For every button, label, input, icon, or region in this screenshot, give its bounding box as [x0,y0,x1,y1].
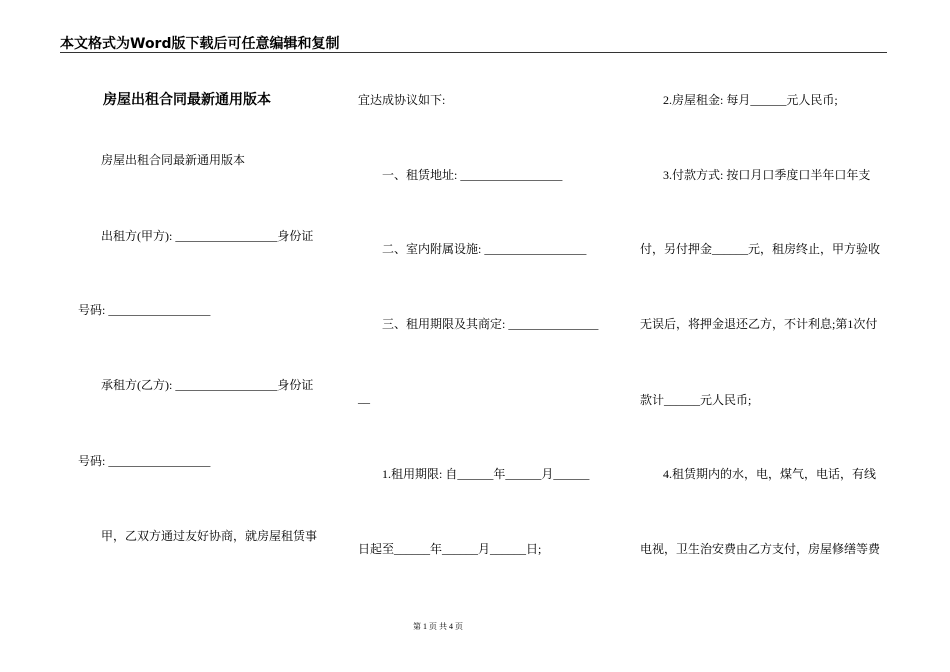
term-field-line: 三、租用期限及其商定: _______________ [382,317,599,331]
body-line: 甲，乙双方通过友好协商，就房屋租赁事 [101,529,318,543]
address-field-line: 一、租赁地址: _________________ [382,168,563,182]
lease-period-line: 日起至______年______月______日; [358,542,542,556]
deposit-line: 付，另付押金______元，租房终止，甲方验收 [640,242,881,256]
header-rule [60,52,887,53]
utilities-line: 4.租赁期内的水，电，煤气，电话，有线 [663,467,877,481]
body-line: 电视，卫生治安费由乙方支付，房屋修缮等费 [640,542,881,556]
rent-line: 2.房屋租金: 每月______元人民币; [663,93,838,107]
lessor-field-line: 出租方(甲方): _________________身份证 [101,229,314,243]
lease-period-line: 1.租用期限: 自______年______月______ [382,467,590,481]
header-banner: 本文格式为Word版下载后可任意编辑和复制 [60,36,340,52]
lessee-field-line: 承租方(乙方): _________________身份证 [101,378,314,392]
facilities-field-line: 二、室内附属设施: _________________ [382,242,587,256]
document-title: 房屋出租合同最新通用版本 [103,92,271,108]
lessee-id-line: 号码: _________________ [78,454,211,468]
payment-method-line: 3.付款方式: 按口月口季度口半年口年支 [663,168,871,182]
body-line: 宜达成协议如下: [358,93,446,107]
page-footer: 第 1 页 共 4 页 [413,622,463,631]
body-line: 无误后，将押金退还乙方，不计利息;第1次付 [640,317,878,331]
body-line: 房屋出租合同最新通用版本 [101,153,246,167]
lessor-id-line: 号码: _________________ [78,303,211,317]
blank-continuation: __ [358,391,370,405]
first-payment-line: 款计______元人民币; [640,393,752,407]
